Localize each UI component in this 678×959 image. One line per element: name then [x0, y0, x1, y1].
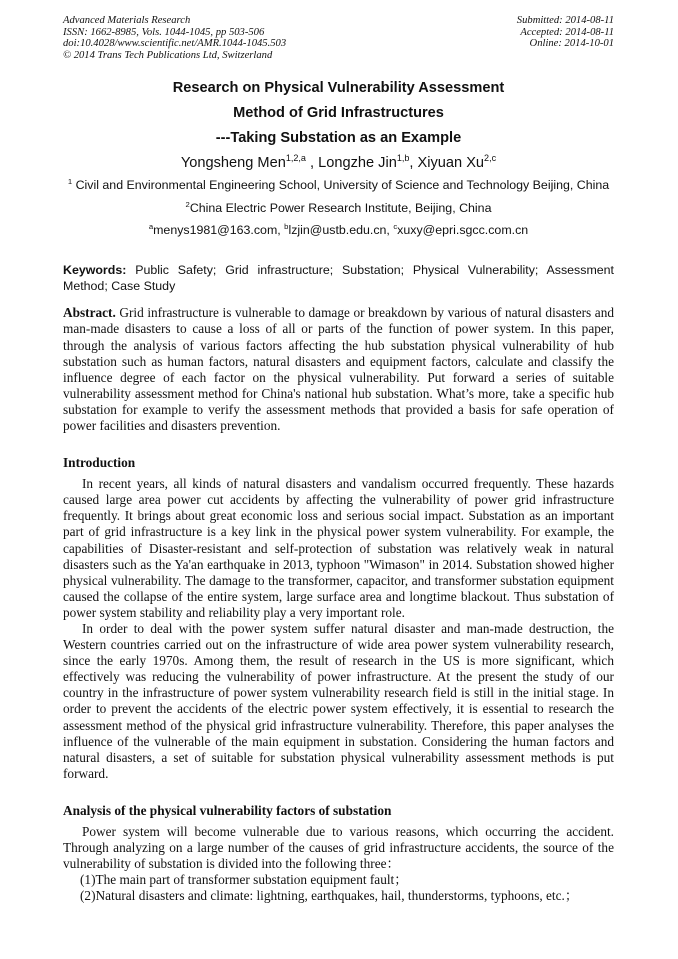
paper-page [63, 15, 614, 904]
journal-doi: doi:10.4028/www.scientific.net/AMR.1044-1045.503 [63, 38, 287, 50]
author-name: Xiyuan Xu [417, 155, 485, 172]
author-name: Longzhe Jin [318, 155, 397, 172]
paper-title-line-1: Research on Physical Vulnerability Assessment [172, 80, 505, 97]
introduction-paragraph-2: In order to deal with the power system suffer natural disaster and man-made destruction, the Western countries carried out on the infrastructure of wide area power system vulnerability research, since the early 1970s. Among them, the result of research in the US is more significant, which effectively was reducing the vulnerability of power infrastructure. At the present the study of our country in the infrastructure of power system vulnerability research field is still in the initial stage. In order to prevent the accidents of the electric power system effectively, it is essential to research the assessment method of the physical grid infrastructure vulnerability. Therefore, this paper analyses the influence of the vulnerable of the main equipment in substation. Considering the human factors and natural disasters, a set of suitable for substation physical vulnerability assessment methods is put forward. [63, 620, 614, 781]
email-mark: c [393, 222, 398, 232]
online-date: Online: 2014-10-01 [529, 38, 614, 50]
accepted-date: Accepted: 2014-08-11 [520, 26, 614, 38]
analysis-paragraph: Power system will become vulnerable due to various reasons, which occurring the accident. Through analyzing on a large number of the causes of grid infrastructure accidents, the source of the vulnerability of substation is divided into the following three： [63, 823, 614, 872]
publication-dates [517, 15, 614, 61]
author-separator: , [409, 155, 418, 172]
keywords-text: Public Safety; Grid infrastructure; Substation; Physical Vulnerability; Assessment Method; Case Study [63, 263, 614, 294]
affiliation-text: China Electric Power Research Institute, Beijing, China [189, 201, 492, 216]
section-heading-introduction: Introduction [63, 455, 136, 471]
journal-info [63, 15, 286, 61]
email-mark: a [148, 222, 154, 232]
journal-header [63, 15, 614, 61]
affiliation-2 [63, 199, 614, 218]
journal-copyright: © 2014 Trans Tech Publications Ltd, Switzerland [63, 49, 273, 61]
affiliation-1 [63, 176, 614, 195]
introduction-paragraph-1: In recent years, all kinds of natural disasters and vandalism occurred frequently. These hazards caused large area power cut accidents by affecting the vulnerability of power grid infrastructure frequently. It brings about great economic loss and serious social impact. Substation as an important part of grid infrastructure is a key link in the physical power system vulnerability. For example, the capabilities of Disaster-resistant and self-protection of substation was relatively weak in natural disasters such as the Ya'an earthquake in 2013, typhoon "Wimason" in 2014. Substation showed higher physical vulnerability. The damage to the transformer, capacitor, and transformer substation equipment caused the collapse of the entire system, large surface area and longtime blackout. Thus substation of power system stability and reliability play a very important role. [63, 476, 614, 620]
abstract-text: Grid infrastructure is vulnerable to damage or breakdown by various of natural disasters and man-made disasters to cause a loss of all or parts of the function of power system. In this paper, through the analysis of various factors affecting the hub substation physical vulnerability of hub substation such as human factors, natural disasters and equipment factors, calculate and classify the influence degree of each factor on the physical vulnerability. Put forward a series of suitable vulnerability assessment method for China's national hub substation. What’s more, take a specific hub substation for example to verify the assessment methods that provided a basis for safe operation of power facilities and disasters prevention. [63, 305, 614, 434]
keywords [63, 262, 614, 294]
paper-title-line-3: ---Taking Substation as an Example [215, 130, 462, 147]
list-item: (2)Natural disasters and climate: lightning, earthquakes, hail, thunderstorms, typhoons, etc.； [80, 888, 579, 904]
author-name: Yongsheng Men [180, 155, 286, 172]
section-heading-analysis: Analysis of the physical vulnerability factors of substation [63, 802, 392, 818]
abstract [63, 305, 614, 434]
keywords-label: Keywords: [63, 263, 127, 278]
affiliation-mark: 1 [67, 177, 73, 187]
list-item: (1)The main part of transformer substation equipment fault； [80, 872, 408, 888]
author-separator: , [305, 155, 319, 172]
submitted-date: Submitted: 2014-08-11 [516, 15, 614, 26]
author-affiliation-mark: 1,2,a [285, 153, 306, 164]
author-list [63, 152, 614, 174]
email-address: lzjin@ustb.edu.cn, [288, 223, 394, 238]
affiliation-mark: 2 [185, 200, 190, 210]
author-affiliation-mark: 2,c [484, 153, 497, 164]
email-mark: b [284, 222, 289, 232]
author-emails [63, 221, 614, 240]
email-address: menys1981@163.com, [153, 223, 285, 238]
author-affiliation-mark: 1,b [396, 153, 410, 164]
email-address: xuxy@epri.sgcc.com.cn [397, 223, 529, 238]
abstract-label: Abstract. [63, 305, 116, 321]
journal-name: Advanced Materials Research [63, 15, 191, 26]
paper-title-line-2: Method of Grid Infrastructures [233, 105, 444, 122]
journal-issn: ISSN: 1662-8985, Vols. 1044-1045, pp 503-506 [63, 26, 265, 38]
affiliation-text: Civil and Environmental Engineering School, University of Science and Technology Beijing, China [72, 178, 610, 193]
